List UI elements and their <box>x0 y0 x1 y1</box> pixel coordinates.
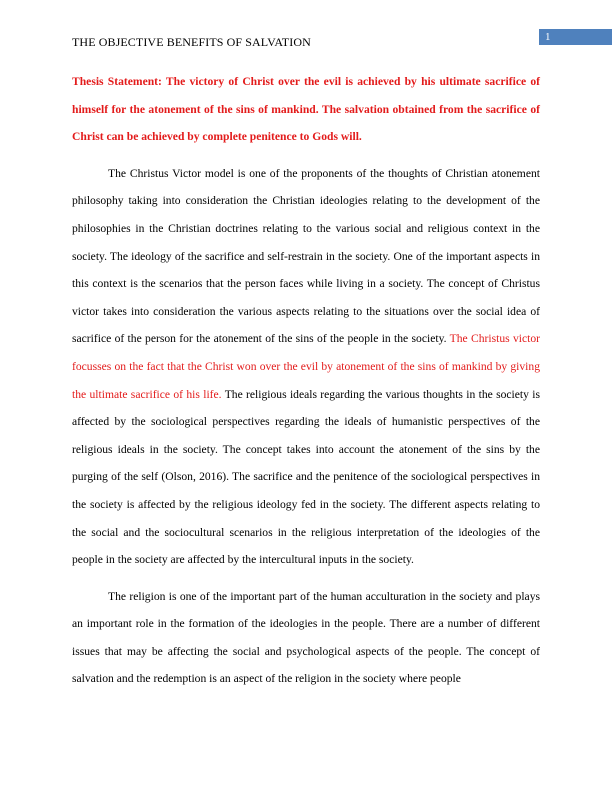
paragraph-1-highlight: The Christus victor focusses on the fact that the Christ won over the evil by atonement of the sins of mankind by giving the ultimate sacrifice of his life. <box>72 332 540 401</box>
document-body <box>72 68 540 693</box>
paragraph-1-text-b: The religious ideals regarding the various thoughts in the society is affected by the sociological perspectives regarding the ideals of humanistic perspectives of the religious ideals in the society. The concept takes into account the atonement of the sins by the purging of the self (Olson, 2016). The sacrifice and the penitence of the sociological perspectives in the society is affected by the religious ideology fed in the society. The different aspects relating to the social and the sociocultural scenarios in the religious interpretation of the ideologies of the people in the society are affected by the intercultural inputs in the society. <box>72 387 540 567</box>
page-number: 1 <box>545 31 551 43</box>
thesis-statement: Thesis Statement: The victory of Christ over the evil is achieved by his ultimate sacrifice of himself for the atonement of the sins of mankind. The salvation obtained from the sacrifice of Christ can be achieved by complete penitence to Gods will. <box>72 75 540 144</box>
paragraph-1-text-a: The Christus Victor model is one of the proponents of the thoughts of Christian atonement philosophy taking into consideration the Christian ideologies relating to the development of the philosophies in the Christian doctrines relating to the various social and religious context in the society. The ideology of the sacrifice and self-restrain in the society. One of the important aspects in this context is the scenarios that the person faces while living in a society. The concept of Christus victor takes into consideration the various aspects relating to the situations over the social idea of sacrifice of the person for the atonement of the sins of the people in the society. <box>72 166 540 346</box>
running-head: THE OBJECTIVE BENEFITS OF SALVATION <box>72 35 311 49</box>
page-number-badge <box>539 29 612 45</box>
body-paragraph-1 <box>72 160 540 574</box>
body-paragraph-2: The religion is one of the important part of the human acculturation in the society and plays an important role in the formation of the ideologies in the people. There are a number of different issues that may be affecting the social and psychological aspects of the people. The concept of salvation and the redemption is an aspect of the religion in the society where people <box>72 589 540 686</box>
